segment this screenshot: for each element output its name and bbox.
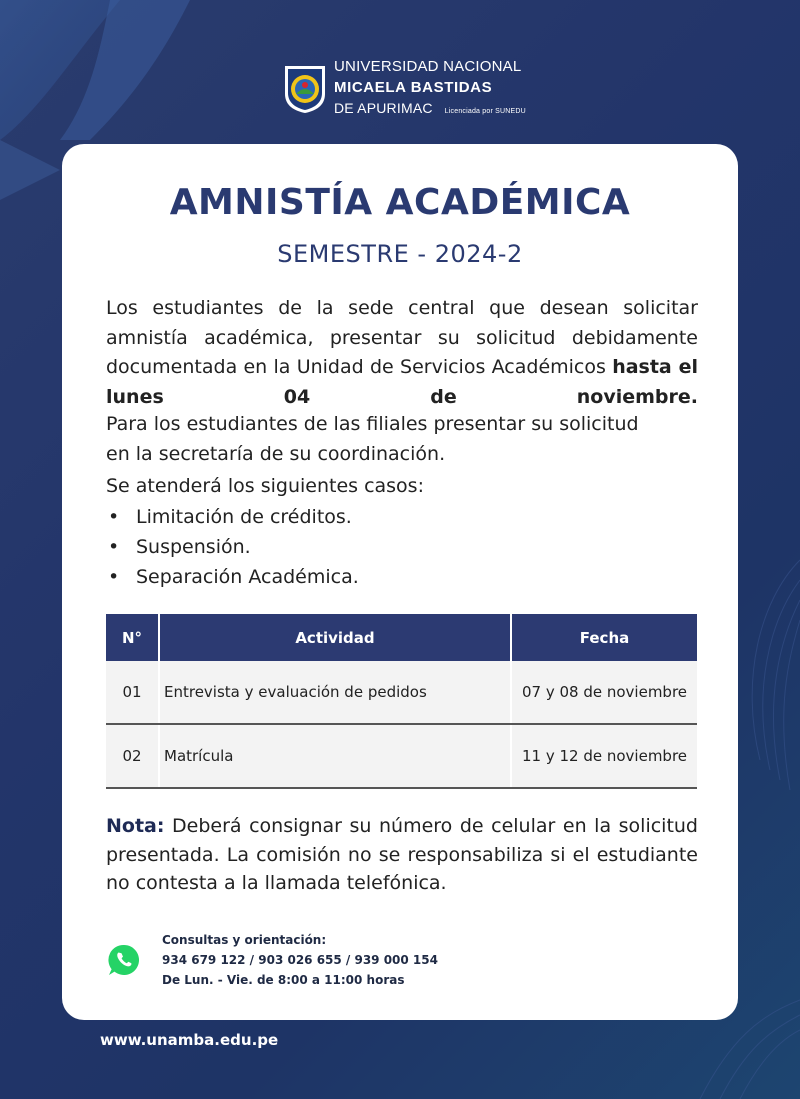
row-date: 07 y 08 de noviembre [511, 661, 697, 724]
bullet-icon: • [108, 506, 120, 528]
case-item: • Suspensión. [108, 536, 251, 558]
activity-table [106, 614, 697, 789]
intro-paragraph [106, 294, 698, 412]
deadline-text: hasta el lunes 04 de noviembre. [106, 356, 699, 408]
table-header-number: N° [106, 614, 159, 661]
row-number: 02 [106, 724, 159, 788]
note-paragraph [106, 812, 698, 898]
university-name-line3: DE APURIMAC [334, 100, 433, 116]
table-row [106, 661, 697, 724]
university-header [282, 56, 526, 122]
page-subtitle: SEMESTRE - 2024-2 [277, 240, 523, 268]
contact-title: Consultas y orientación: [162, 933, 327, 947]
note-label: Nota: [106, 815, 165, 837]
case-item: • Limitación de créditos. [108, 506, 352, 528]
contact-block [106, 930, 438, 990]
whatsapp-icon [106, 942, 142, 978]
contact-phones: 934 679 122 / 903 026 655 / 939 000 154 [162, 953, 438, 967]
row-number: 01 [106, 661, 159, 724]
note-text: Deberá consignar su número de celular en la solicitud presentada. La comisión no se responsabiliza si el estudiante no contesta a la llamada telefónica. [106, 815, 698, 894]
contact-hours: De Lun. - Vie. de 8:00 a 11:00 horas [162, 973, 405, 987]
row-activity: Matrícula [159, 724, 511, 788]
cases-intro: Se atenderá los siguientes casos: [106, 475, 424, 497]
website-link[interactable]: www.unamba.edu.pe [100, 1031, 279, 1049]
filiales-line-1: Para los estudiantes de las filiales presentar su solicitud [106, 413, 639, 435]
bullet-icon: • [108, 566, 120, 588]
university-name-line2: MICAELA BASTIDAS [334, 79, 493, 96]
page-title: AMNISTÍA ACADÉMICA [169, 182, 631, 223]
university-name-line1: UNIVERSIDAD NACIONAL [334, 58, 522, 75]
case-item: • Separación Académica. [108, 566, 359, 588]
filiales-line-2: en la secretaría de su coordinación. [106, 443, 446, 465]
row-date: 11 y 12 de noviembre [511, 724, 697, 788]
table-header-date: Fecha [511, 614, 697, 661]
intro-text: Los estudiantes de la sede central que desean solicitar amnistía académica, presentar su solicitud debidamente documentada en la Unidad de Servicios Académicos [106, 297, 698, 378]
table-header-activity: Actividad [159, 614, 511, 661]
university-seal-icon [282, 64, 328, 114]
row-activity: Entrevista y evaluación de pedidos [159, 661, 511, 724]
license-note: Licenciada por SUNEDU [444, 108, 526, 115]
table-row [106, 724, 697, 788]
bullet-icon: • [108, 536, 120, 558]
